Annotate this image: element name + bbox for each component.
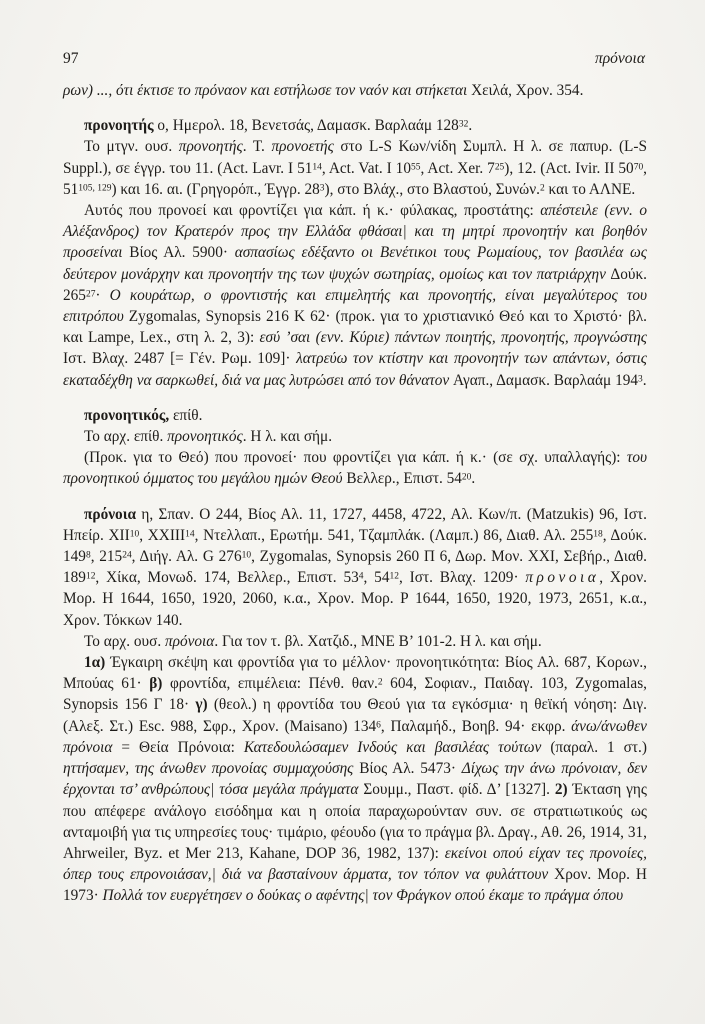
text-run-r: , Act. Xer. 7 [420, 159, 495, 177]
text-run-r: , Zygomalas, Synopsis 260 Π 6, Δωρ. Μον. XXI, Σεβήρ., Διαθ. 189 [63, 548, 647, 587]
text-run-r: (θεολ.) η φροντίδα του Θεού για τα εγκόσμια· η θεϊκή νόηση: Διγ. (Αλεξ. Στ.) Esc. 988, Σφρ., Χρον. (Maisano) 134 [63, 696, 648, 735]
text-run-i: λατρεύω τον κτίστην και προνοητήν των απάντων, όστις εκαταδέχθη να σαρκωθεί, διά να μας λυτρώσει από τον θάνατον [63, 350, 648, 389]
text-run-sup: 2 [377, 677, 383, 688]
text-run-r: Το αρχ. ουσ. [84, 632, 165, 650]
entry-pronoitikos-headword [63, 405, 647, 426]
text-run-i: προνοετής [271, 138, 334, 156]
text-run-r: ο, Ημερολ. 18, Βενετσάς, Δαμασκ. Βαρλαάμ 128 [153, 117, 459, 135]
text-run-r: , Ιστ. Βλαχ. 1209· [398, 569, 526, 587]
text-run-r: , 54 [363, 569, 390, 587]
text-run-r: επίθ. [169, 406, 203, 424]
text-run-r: . [468, 117, 473, 135]
text-run-sup: 3 [319, 183, 325, 194]
text-run-r: Zygomalas, Synopsis 216 K 62· (προκ. για το χριστιανικό Θεό και το Χριστό· βλ. και Lampe, Lex., στη λ. 2, 3): [63, 308, 647, 347]
text-run-b: γ) [195, 696, 208, 714]
text-run-r: = Θεία Πρόνοια: [112, 738, 244, 756]
text-run-i: Ο κουράτωρ, ο φροντιστής και επιμελητής και προνοητής, είναι μεγαλύτερος του επιτρόπου [63, 286, 648, 326]
text-run-r: και το ΑΛΝΕ. [544, 180, 636, 198]
text-run-b: β) [149, 675, 163, 693]
text-run-r: Βελλερ., Επιστ. 54 [346, 470, 462, 488]
entry-pronoitis-headword [63, 115, 647, 136]
text-run-r: , 51 [63, 159, 647, 198]
text-run-r: (Προκ. για το Θεό) που προνοεί· που φροντίζει για κάπ. ή κ.· (σε σχ. υπαλλαγής): [84, 449, 627, 467]
text-run-sup: 105, 129 [78, 183, 112, 194]
text-run-sup: 6 [376, 720, 381, 731]
text-run-sup: 14 [185, 529, 195, 540]
text-run-r: Χειλά, Χρον. 354. [471, 82, 584, 99]
entry-pronoia-definitions [63, 652, 647, 906]
text-run-sup: 12 [389, 571, 399, 582]
entry-pronoitikos-etymology [63, 426, 647, 447]
entry-pronoia-etymology [63, 631, 647, 652]
text-run-sup: 32 [458, 119, 469, 130]
text-run-i: Κατεδουλώσαμεν Ινδούς και βασιλέας τούτων [243, 738, 551, 756]
text-run-r: Σουμμ., Παστ. φίδ. Δ’ [1327]. [363, 781, 555, 799]
text-run-r: , Διήγ. Αλ. G 276 [131, 548, 242, 566]
text-run-i: εκείνοι οπού είχαν τες προνοίες, όπερ τους επρονοιάσαν,| διά να βασταίνουν άρματα, τον τόπον να φυλάττουν [63, 844, 648, 884]
text-run-r: , 215 [90, 548, 123, 566]
text-run-i: προνοητικός [167, 428, 243, 446]
text-run-i: άνω/άνωθεν πρόνοια [63, 717, 647, 756]
text-run-sup: 4 [358, 571, 364, 582]
text-run-r: Αυτός που προνοεί και φροντίζει για κάπ. ή κ.· φύλακας, προστάτης: [84, 202, 541, 220]
text-run-b: πρόνοια [84, 505, 136, 523]
text-run-i: απέστειλε (ενν. ο Αλέξανδρος) τον Κρατερόν προς την Ελλάδα φθάσαι| και τη μητρί προνοητήν και βοηθόν προσείναι [63, 202, 647, 262]
text-run-r: Ιστ. Βλαχ. 2487 [= Γέν. Ρωμ. 109]· [63, 350, 297, 368]
text-run-r: ) και 16. αι. (Γρηγορόπ., Έγγρ. 28 [111, 180, 320, 198]
text-run-i: Πολλά τον ευεργέτησεν ο δούκας ο αφέντης| τον Φράγκον οπού έκαμε το πράγμα όπου [102, 887, 624, 905]
text-run-sup: 20 [461, 472, 472, 483]
text-run-b: προνοητικός, [84, 406, 170, 424]
text-run-i: ασπασίως εδέξαντο οι Βενέτικοι τους Ρωμαίους, τον βασιλέα ως δεύτερον μονάρχην και προνοητήν της των ψυχών σωτηρίας, ομοίως και τον πατριάρχην [63, 244, 647, 283]
entry-pronoitis-definition [63, 200, 647, 391]
text-run-r: Έγκαιρη σκέψη και φροντίδα για το μέλλον· προνοητικότητα: Βίος Αλ. 687, Κορων., Μπούας 61· [63, 654, 647, 693]
continuation-paragraph [63, 80, 647, 101]
text-run-i: ηττήσαμεν, της άνωθεν προνοίας συμμαχούσης [63, 760, 360, 778]
text-run-sup: 2 [540, 183, 545, 194]
text-run-b: 2) [554, 781, 568, 799]
text-run-sup: 14 [312, 162, 322, 173]
text-run-sup: 3 [638, 374, 643, 385]
page-body [63, 80, 647, 907]
text-run-sup: 25 [494, 162, 505, 173]
text-run-r: ), στο Βλάχ., στο Βλαστού, Συνών. [324, 180, 540, 198]
text-run-i: ρων) ..., ότι έκτισε το πρόναον και εστήλωσε τον ναόν και στήκεται [63, 82, 472, 99]
text-run-sup: 55 [410, 162, 421, 173]
text-run-r: . [471, 470, 476, 488]
text-run-sup: 12 [85, 571, 96, 582]
text-run-r: Το αρχ. επίθ. [84, 428, 168, 446]
text-run-sup: 24 [122, 550, 132, 561]
text-run-sup: 8 [85, 550, 91, 561]
text-run-b: 1α) [84, 654, 106, 672]
running-title: πρόνοια [594, 50, 645, 67]
text-run-sup: 27 [85, 289, 96, 300]
text-run-r: , Παλαμήδ., Βοηβ. 94· εκφρ. [380, 717, 572, 735]
text-run-r: Δούκ. 265 [63, 265, 647, 304]
text-run-i: του προνοητικού όμματος του μεγάλου ημών Θεού [63, 449, 647, 488]
text-run-r: Χρον. Μορ. Η 1973· [63, 866, 647, 905]
text-run-sup: 10 [241, 550, 252, 561]
entry-pronoitis-etymology [63, 136, 647, 200]
text-run-isp: προνοια [525, 569, 600, 587]
text-run-i: πρόνοια [164, 632, 215, 650]
text-run-r: . Η λ. και σήμ. [242, 428, 333, 446]
text-run-r: φροντίδα, επιμέλεια: Πένθ. θαν. [162, 675, 378, 693]
text-run-r: , Ντελλαπ., Ερωτήμ. 541, Τζαμπλάκ. (Λαμπ.) 86, Διαθ. Αλ. 255 [194, 526, 594, 544]
text-run-r: Βίος Αλ. 5473· [359, 760, 462, 778]
text-run-b: προνοητής [84, 117, 154, 135]
text-run-r: , Act. Vat. I 10 [321, 159, 411, 177]
page-number: 97 [63, 50, 79, 67]
text-run-sup: 18 [593, 529, 603, 540]
text-run-r: Βίος Αλ. 5900· [129, 244, 235, 262]
page-header [63, 50, 645, 68]
text-run-r: , Δούκ. 149 [63, 526, 647, 566]
text-run-r: , XXIII [139, 526, 186, 544]
text-run-r: . Για τον τ. βλ. Χατζιδ., ΜΝΕ Β’ 101-2. Η λ. και σήμ. [214, 632, 542, 650]
text-run-r: Αγαπ., Δαμασκ. Βαρλαάμ 194 [452, 371, 639, 389]
text-run-r: . [642, 371, 647, 389]
text-run-r: , Χίκα, Μονωδ. 174, Βελλερ., Επιστ. 53 [95, 569, 359, 587]
text-run-r: 604, Σοφιαν., Παιδαγ. 103, Zygomalas, Synopsis 156 Γ 18· [63, 675, 647, 714]
text-run-r: , Χρον. Μορ. Η 1644, 1650, 1920, 2060, κ.α., Χρον. Μορ. Ρ 1644, 1650, 1920, 1973, 2651, κ.α., Χρον. Τόκκων 140. [63, 569, 648, 629]
text-run-sup: 10 [129, 529, 140, 540]
entry-pronoia-headword [63, 504, 647, 631]
text-run-i: προνοητής [178, 138, 243, 156]
text-run-r: στο L-S Κων/νίδη Συμπλ. Η λ. σε παπυρ. (L-S Suppl.), σε έγγρ. του 11. (Act. Lavr. I 51 [63, 138, 647, 177]
text-run-r: (παραλ. 1 στ.) [550, 738, 647, 756]
text-run-r: . Τ. [242, 138, 272, 156]
text-run-sup: 70 [633, 162, 644, 173]
text-run-r: η, Σπαν. Ο 244, Βίος Αλ. 11, 1727, 4458, 4722, Αλ. Κων/π. (Matzukis) 96, Ιστ. Ηπείρ. XII [63, 505, 647, 544]
text-run-r: Το μτγν. ουσ. [84, 138, 179, 156]
entry-pronoitikos-definition [63, 447, 647, 489]
text-run-r: Έκταση γης που απέφερε ανάλογο εισόδημα και η οποία παραχωρούνταν συν. σε στρατιωτικούς ως ανταμοιβή για τις υπηρεσίες τους· τιμάριο, φέουδο (για το πράγμα βλ. Δραγ., Αθ. 26, 1914, 31, Ahrweiler, Byz. et Mer 213, Kahane, DOP 36, 1982, 137): [63, 781, 647, 862]
text-run-i: εσύ ’σαι (ενν. Κύριε) πάντων ποιητής, προνοητής, προγνώστης [259, 329, 647, 347]
text-run-i: Δίχως την άνω πρόνοιαν, δεν έρχονται τσ’ ανθρώπους| τόσα μεγάλα πράγματα [63, 760, 647, 799]
text-run-r: · [95, 286, 110, 304]
text-run-r: ), 12. (Act. Ivir. II 50 [504, 159, 634, 177]
